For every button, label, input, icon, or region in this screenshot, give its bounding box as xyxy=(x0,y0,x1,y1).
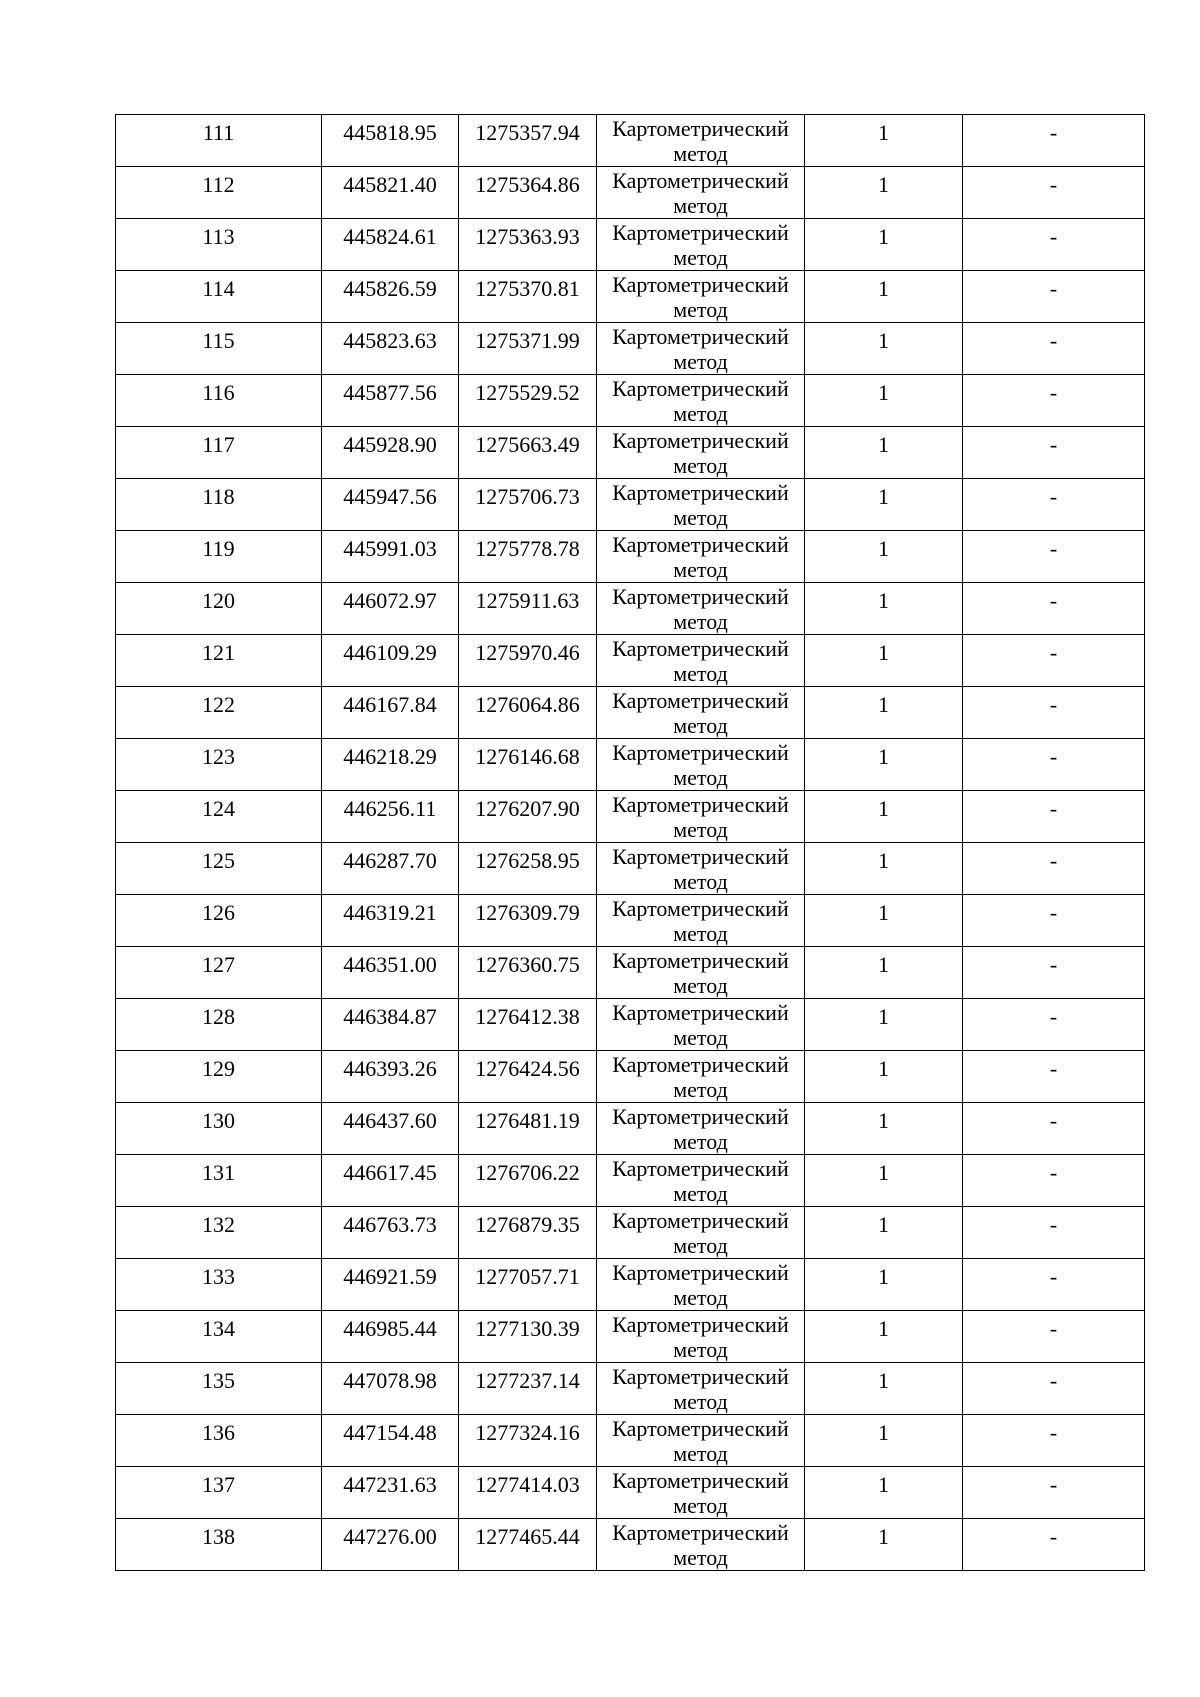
coordinate-x-cell: 445991.03 xyxy=(322,531,459,583)
method-line-1: Картометрический xyxy=(612,376,789,401)
note-cell: - xyxy=(963,999,1145,1051)
method-cell xyxy=(597,947,805,999)
note-cell: - xyxy=(963,115,1145,167)
point-number-cell: 112 xyxy=(116,167,322,219)
method-cell xyxy=(597,791,805,843)
point-number-cell: 123 xyxy=(116,739,322,791)
table-row xyxy=(116,1051,1145,1103)
method-cell xyxy=(597,1259,805,1311)
coordinate-y-cell: 1276424.56 xyxy=(459,1051,597,1103)
method-line-1: Картометрический xyxy=(612,116,789,141)
method-line-2: метод xyxy=(673,1441,728,1466)
note-cell: - xyxy=(963,219,1145,271)
method-cell xyxy=(597,219,805,271)
table-row xyxy=(116,999,1145,1051)
coordinate-y-cell: 1275911.63 xyxy=(459,583,597,635)
coordinate-x-cell: 445928.90 xyxy=(322,427,459,479)
point-number-cell: 131 xyxy=(116,1155,322,1207)
accuracy-cell: 1 xyxy=(805,947,963,999)
method-cell xyxy=(597,323,805,375)
table-row xyxy=(116,479,1145,531)
coordinate-x-cell: 446319.21 xyxy=(322,895,459,947)
coordinate-y-cell: 1277130.39 xyxy=(459,1311,597,1363)
method-cell xyxy=(597,167,805,219)
coordinate-x-cell: 446167.84 xyxy=(322,687,459,739)
method-line-1: Картометрический xyxy=(612,1520,789,1545)
method-line-2: метод xyxy=(673,973,728,998)
table-row xyxy=(116,375,1145,427)
method-line-1: Картометрический xyxy=(612,584,789,609)
table-row xyxy=(116,635,1145,687)
method-cell xyxy=(597,1051,805,1103)
accuracy-cell: 1 xyxy=(805,219,963,271)
point-number-cell: 121 xyxy=(116,635,322,687)
method-line-2: метод xyxy=(673,1129,728,1154)
method-line-2: метод xyxy=(673,1077,728,1102)
coordinate-x-cell: 445947.56 xyxy=(322,479,459,531)
note-cell: - xyxy=(963,531,1145,583)
note-cell: - xyxy=(963,1155,1145,1207)
method-line-2: метод xyxy=(673,193,728,218)
method-cell xyxy=(597,687,805,739)
method-line-1: Картометрический xyxy=(612,896,789,921)
table-row xyxy=(116,895,1145,947)
point-number-cell: 119 xyxy=(116,531,322,583)
method-cell xyxy=(597,739,805,791)
note-cell: - xyxy=(963,479,1145,531)
accuracy-cell: 1 xyxy=(805,1155,963,1207)
coordinate-y-cell: 1276207.90 xyxy=(459,791,597,843)
coordinate-y-cell: 1277237.14 xyxy=(459,1363,597,1415)
method-line-1: Картометрический xyxy=(612,1312,789,1337)
method-line-1: Картометрический xyxy=(612,272,789,297)
method-line-1: Картометрический xyxy=(612,220,789,245)
coordinate-x-cell: 445824.61 xyxy=(322,219,459,271)
method-line-2: метод xyxy=(673,1389,728,1414)
table-row xyxy=(116,1363,1145,1415)
method-line-1: Картометрический xyxy=(612,168,789,193)
point-number-cell: 120 xyxy=(116,583,322,635)
point-number-cell: 124 xyxy=(116,791,322,843)
point-number-cell: 114 xyxy=(116,271,322,323)
accuracy-cell: 1 xyxy=(805,271,963,323)
coordinate-y-cell: 1276360.75 xyxy=(459,947,597,999)
table-row xyxy=(116,687,1145,739)
method-cell xyxy=(597,1103,805,1155)
accuracy-cell: 1 xyxy=(805,687,963,739)
coordinate-y-cell: 1275371.99 xyxy=(459,323,597,375)
coordinate-y-cell: 1276146.68 xyxy=(459,739,597,791)
point-number-cell: 137 xyxy=(116,1467,322,1519)
method-cell xyxy=(597,1363,805,1415)
method-line-2: метод xyxy=(673,1493,728,1518)
method-line-2: метод xyxy=(673,713,728,738)
accuracy-cell: 1 xyxy=(805,1103,963,1155)
coordinate-x-cell: 447078.98 xyxy=(322,1363,459,1415)
coordinate-x-cell: 446287.70 xyxy=(322,843,459,895)
coordinate-x-cell: 446437.60 xyxy=(322,1103,459,1155)
accuracy-cell: 1 xyxy=(805,999,963,1051)
point-number-cell: 127 xyxy=(116,947,322,999)
method-line-2: метод xyxy=(673,1233,728,1258)
method-cell xyxy=(597,999,805,1051)
note-cell: - xyxy=(963,1103,1145,1155)
coordinate-x-cell: 447154.48 xyxy=(322,1415,459,1467)
method-line-2: метод xyxy=(673,557,728,582)
accuracy-cell: 1 xyxy=(805,427,963,479)
method-line-2: метод xyxy=(673,1181,728,1206)
method-line-2: метод xyxy=(673,765,728,790)
coordinate-x-cell: 446921.59 xyxy=(322,1259,459,1311)
method-line-1: Картометрический xyxy=(612,1260,789,1285)
coordinate-y-cell: 1276481.19 xyxy=(459,1103,597,1155)
table-row xyxy=(116,739,1145,791)
method-line-1: Картометрический xyxy=(612,948,789,973)
coordinate-x-cell: 446763.73 xyxy=(322,1207,459,1259)
point-number-cell: 136 xyxy=(116,1415,322,1467)
coordinate-y-cell: 1275778.78 xyxy=(459,531,597,583)
method-line-2: метод xyxy=(673,505,728,530)
note-cell: - xyxy=(963,895,1145,947)
table-row xyxy=(116,271,1145,323)
method-line-2: метод xyxy=(673,349,728,374)
table-row xyxy=(116,115,1145,167)
coordinate-x-cell: 445821.40 xyxy=(322,167,459,219)
method-cell xyxy=(597,427,805,479)
method-cell xyxy=(597,843,805,895)
point-number-cell: 134 xyxy=(116,1311,322,1363)
method-line-1: Картометрический xyxy=(612,324,789,349)
point-number-cell: 133 xyxy=(116,1259,322,1311)
method-cell xyxy=(597,583,805,635)
method-line-1: Картометрический xyxy=(612,844,789,869)
method-cell xyxy=(597,895,805,947)
coordinate-y-cell: 1276879.35 xyxy=(459,1207,597,1259)
table-row xyxy=(116,1155,1145,1207)
coordinate-y-cell: 1275970.46 xyxy=(459,635,597,687)
note-cell: - xyxy=(963,947,1145,999)
table-row xyxy=(116,583,1145,635)
coordinate-x-cell: 447276.00 xyxy=(322,1519,459,1571)
point-number-cell: 132 xyxy=(116,1207,322,1259)
table-row xyxy=(116,1519,1145,1571)
accuracy-cell: 1 xyxy=(805,843,963,895)
coordinate-y-cell: 1277414.03 xyxy=(459,1467,597,1519)
note-cell: - xyxy=(963,1207,1145,1259)
note-cell: - xyxy=(963,687,1145,739)
accuracy-cell: 1 xyxy=(805,1259,963,1311)
accuracy-cell: 1 xyxy=(805,115,963,167)
note-cell: - xyxy=(963,1363,1145,1415)
coordinate-x-cell: 446218.29 xyxy=(322,739,459,791)
point-number-cell: 135 xyxy=(116,1363,322,1415)
coordinate-y-cell: 1275706.73 xyxy=(459,479,597,531)
coordinate-y-cell: 1277057.71 xyxy=(459,1259,597,1311)
coordinate-y-cell: 1275357.94 xyxy=(459,115,597,167)
point-number-cell: 111 xyxy=(116,115,322,167)
coordinate-y-cell: 1276706.22 xyxy=(459,1155,597,1207)
table-row xyxy=(116,1415,1145,1467)
table-row xyxy=(116,167,1145,219)
accuracy-cell: 1 xyxy=(805,791,963,843)
table-row xyxy=(116,531,1145,583)
coordinate-y-cell: 1276412.38 xyxy=(459,999,597,1051)
table-row xyxy=(116,1103,1145,1155)
coordinate-y-cell: 1275363.93 xyxy=(459,219,597,271)
point-number-cell: 126 xyxy=(116,895,322,947)
point-number-cell: 125 xyxy=(116,843,322,895)
method-cell xyxy=(597,115,805,167)
coordinate-x-cell: 445877.56 xyxy=(322,375,459,427)
accuracy-cell: 1 xyxy=(805,167,963,219)
accuracy-cell: 1 xyxy=(805,1363,963,1415)
method-cell xyxy=(597,1155,805,1207)
table-row xyxy=(116,791,1145,843)
accuracy-cell: 1 xyxy=(805,375,963,427)
point-number-cell: 129 xyxy=(116,1051,322,1103)
method-cell xyxy=(597,375,805,427)
point-number-cell: 116 xyxy=(116,375,322,427)
note-cell: - xyxy=(963,791,1145,843)
note-cell: - xyxy=(963,375,1145,427)
coordinate-x-cell: 446617.45 xyxy=(322,1155,459,1207)
table-row xyxy=(116,843,1145,895)
note-cell: - xyxy=(963,1051,1145,1103)
note-cell: - xyxy=(963,323,1145,375)
coordinate-x-cell: 447231.63 xyxy=(322,1467,459,1519)
method-line-2: метод xyxy=(673,817,728,842)
method-line-2: метод xyxy=(673,1025,728,1050)
coordinate-x-cell: 445826.59 xyxy=(322,271,459,323)
coordinate-x-cell: 446384.87 xyxy=(322,999,459,1051)
method-line-2: метод xyxy=(673,141,728,166)
method-cell xyxy=(597,635,805,687)
note-cell: - xyxy=(963,635,1145,687)
note-cell: - xyxy=(963,739,1145,791)
method-cell xyxy=(597,1207,805,1259)
table-row xyxy=(116,427,1145,479)
coordinates-table xyxy=(115,114,1145,1571)
method-cell xyxy=(597,1415,805,1467)
accuracy-cell: 1 xyxy=(805,1311,963,1363)
accuracy-cell: 1 xyxy=(805,895,963,947)
accuracy-cell: 1 xyxy=(805,1415,963,1467)
accuracy-cell: 1 xyxy=(805,1051,963,1103)
method-line-2: метод xyxy=(673,661,728,686)
method-line-1: Картометрический xyxy=(612,1364,789,1389)
method-cell xyxy=(597,479,805,531)
accuracy-cell: 1 xyxy=(805,1207,963,1259)
coordinate-y-cell: 1277465.44 xyxy=(459,1519,597,1571)
method-line-1: Картометрический xyxy=(612,636,789,661)
accuracy-cell: 1 xyxy=(805,635,963,687)
accuracy-cell: 1 xyxy=(805,531,963,583)
point-number-cell: 118 xyxy=(116,479,322,531)
table-row xyxy=(116,323,1145,375)
method-line-2: метод xyxy=(673,1545,728,1570)
point-number-cell: 130 xyxy=(116,1103,322,1155)
point-number-cell: 122 xyxy=(116,687,322,739)
coordinate-y-cell: 1275364.86 xyxy=(459,167,597,219)
note-cell: - xyxy=(963,1467,1145,1519)
method-line-2: метод xyxy=(673,401,728,426)
coordinate-y-cell: 1275370.81 xyxy=(459,271,597,323)
point-number-cell: 117 xyxy=(116,427,322,479)
accuracy-cell: 1 xyxy=(805,1519,963,1571)
method-line-1: Картометрический xyxy=(612,1416,789,1441)
coordinates-table-body xyxy=(116,115,1145,1571)
table-row xyxy=(116,947,1145,999)
note-cell: - xyxy=(963,1259,1145,1311)
method-line-2: метод xyxy=(673,921,728,946)
method-cell xyxy=(597,1311,805,1363)
method-line-1: Картометрический xyxy=(612,1156,789,1181)
method-cell xyxy=(597,271,805,323)
method-line-1: Картометрический xyxy=(612,1052,789,1077)
method-line-1: Картометрический xyxy=(612,1000,789,1025)
note-cell: - xyxy=(963,167,1145,219)
table-row xyxy=(116,1259,1145,1311)
method-line-2: метод xyxy=(673,1337,728,1362)
coordinate-x-cell: 446985.44 xyxy=(322,1311,459,1363)
table-row xyxy=(116,1311,1145,1363)
coordinate-x-cell: 445823.63 xyxy=(322,323,459,375)
coordinate-y-cell: 1275529.52 xyxy=(459,375,597,427)
table-row xyxy=(116,1467,1145,1519)
note-cell: - xyxy=(963,427,1145,479)
note-cell: - xyxy=(963,583,1145,635)
note-cell: - xyxy=(963,1415,1145,1467)
method-line-1: Картометрический xyxy=(612,792,789,817)
accuracy-cell: 1 xyxy=(805,1467,963,1519)
note-cell: - xyxy=(963,843,1145,895)
method-cell xyxy=(597,1467,805,1519)
method-line-2: метод xyxy=(673,609,728,634)
method-line-2: метод xyxy=(673,869,728,894)
method-line-1: Картометрический xyxy=(612,428,789,453)
coordinate-x-cell: 446256.11 xyxy=(322,791,459,843)
coordinate-y-cell: 1277324.16 xyxy=(459,1415,597,1467)
method-line-2: метод xyxy=(673,453,728,478)
coordinate-x-cell: 446393.26 xyxy=(322,1051,459,1103)
table-row xyxy=(116,1207,1145,1259)
method-line-1: Картометрический xyxy=(612,532,789,557)
coordinate-x-cell: 446351.00 xyxy=(322,947,459,999)
coordinate-x-cell: 445818.95 xyxy=(322,115,459,167)
method-line-2: метод xyxy=(673,245,728,270)
method-line-1: Картометрический xyxy=(612,1104,789,1129)
method-cell xyxy=(597,531,805,583)
method-line-2: метод xyxy=(673,1285,728,1310)
coordinate-x-cell: 446072.97 xyxy=(322,583,459,635)
note-cell: - xyxy=(963,271,1145,323)
accuracy-cell: 1 xyxy=(805,583,963,635)
note-cell: - xyxy=(963,1519,1145,1571)
method-line-1: Картометрический xyxy=(612,1208,789,1233)
method-line-1: Картометрический xyxy=(612,480,789,505)
point-number-cell: 113 xyxy=(116,219,322,271)
point-number-cell: 138 xyxy=(116,1519,322,1571)
accuracy-cell: 1 xyxy=(805,479,963,531)
coordinate-y-cell: 1276064.86 xyxy=(459,687,597,739)
method-cell xyxy=(597,1519,805,1571)
coordinate-y-cell: 1276309.79 xyxy=(459,895,597,947)
point-number-cell: 115 xyxy=(116,323,322,375)
method-line-1: Картометрический xyxy=(612,688,789,713)
note-cell: - xyxy=(963,1311,1145,1363)
method-line-1: Картометрический xyxy=(612,1468,789,1493)
method-line-2: метод xyxy=(673,297,728,322)
method-line-1: Картометрический xyxy=(612,740,789,765)
point-number-cell: 128 xyxy=(116,999,322,1051)
coordinate-y-cell: 1275663.49 xyxy=(459,427,597,479)
coordinate-y-cell: 1276258.95 xyxy=(459,843,597,895)
table-row xyxy=(116,219,1145,271)
coordinate-x-cell: 446109.29 xyxy=(322,635,459,687)
accuracy-cell: 1 xyxy=(805,323,963,375)
accuracy-cell: 1 xyxy=(805,739,963,791)
